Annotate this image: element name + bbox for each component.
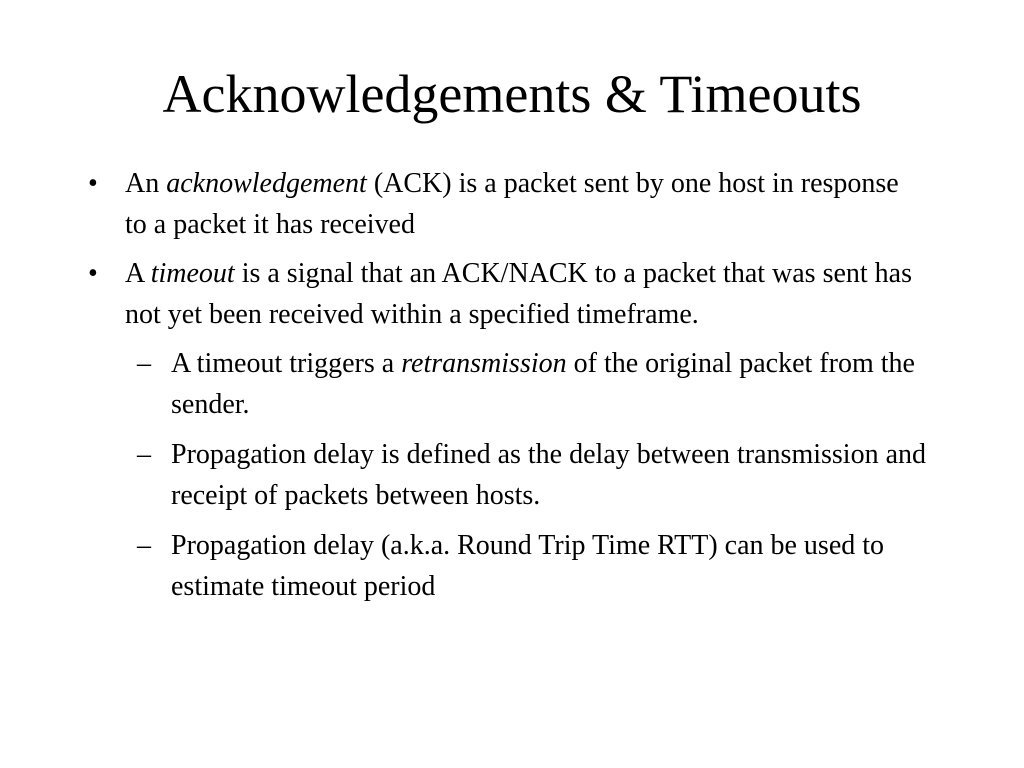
bullet-list	[0, 163, 1024, 616]
sub-bullet-item-retransmission	[0, 343, 941, 425]
bullet-text-em: acknowledgement	[166, 168, 367, 199]
sub-bullet-text-post: of the original packet from the sender.	[171, 348, 915, 420]
dash-marker: –	[137, 439, 151, 470]
bullet-text-post: is a signal that an ACK/NACK to a packet that was sent has not yet been received within a specified timeframe.	[125, 258, 913, 330]
bullet-text-post: (ACK) is a packet sent by one host in response to a packet it has received	[125, 168, 899, 240]
slide-title: Acknowledgements & Timeouts	[162, 64, 862, 124]
bullet-marker: •	[88, 258, 98, 289]
bullet-item-timeout	[0, 253, 915, 335]
dash-marker: –	[137, 530, 151, 561]
sub-bullet-text: Propagation delay is defined as the delay between transmission and receipt of packets between hosts.	[171, 439, 927, 511]
sub-bullet-text-pre: A timeout triggers a	[171, 348, 402, 379]
bullet-text-em: timeout	[150, 258, 235, 289]
dash-marker: –	[137, 348, 151, 379]
sub-bullet-item-propagation-delay	[0, 434, 941, 516]
bullet-text-pre: An	[125, 168, 167, 199]
sub-bullet-text: Propagation delay (a.k.a. Round Trip Time RTT) can be used to estimate timeout period	[171, 530, 885, 602]
sub-bullet-text-em: retransmission	[401, 348, 567, 379]
bullet-text-pre: A	[125, 258, 151, 289]
bullet-item-acknowledgement	[0, 163, 915, 245]
sub-bullet-item-rtt	[0, 525, 941, 607]
bullet-marker: •	[88, 168, 98, 199]
